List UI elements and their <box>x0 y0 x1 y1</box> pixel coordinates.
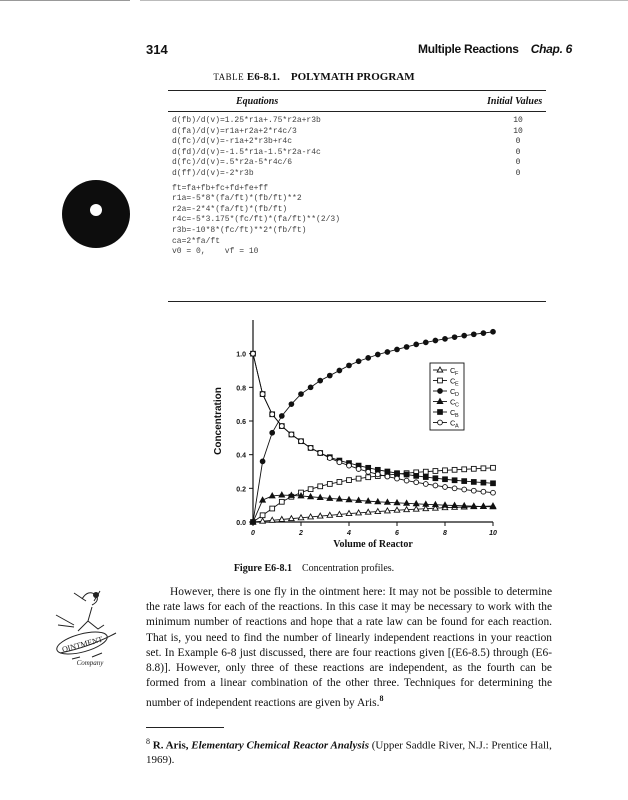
body-paragraph <box>146 585 552 711</box>
data-point-cd <box>481 331 486 336</box>
legend-marker <box>438 378 443 383</box>
data-point-cc <box>279 492 285 497</box>
equation-line: d(ff)/d(v)=-2*r3b <box>172 169 254 178</box>
table-number: E6-8.1. <box>246 71 280 83</box>
x-tick-label: 6 <box>395 530 399 537</box>
data-point-cd <box>347 363 352 368</box>
data-point-ce <box>327 482 332 487</box>
data-point-cb <box>443 477 448 482</box>
table-top-rule <box>168 90 546 91</box>
column-header-equations: Equations <box>236 96 279 107</box>
legend-label-subscript: C <box>455 402 459 409</box>
data-point-cd <box>308 385 313 390</box>
data-point-ca <box>491 490 496 495</box>
initial-value: 10 <box>513 116 523 125</box>
data-point-cb <box>491 481 496 486</box>
data-point-cb <box>404 472 409 477</box>
data-point-ca <box>395 476 400 481</box>
data-point-cd <box>404 345 409 350</box>
equation-line: ft=fa+fb+fc+fd+fe+ff <box>172 183 269 193</box>
data-point-ca <box>366 469 371 474</box>
x-tick-label: 10 <box>489 530 497 537</box>
data-point-cb <box>481 480 486 485</box>
body-paragraph-block <box>146 585 552 711</box>
footnote <box>146 735 552 768</box>
data-point-ca <box>385 474 390 479</box>
equation-line: d(fb)/d(v)=1.25*r1a+.75*r2a+r3b <box>172 116 321 125</box>
data-point-ce <box>260 513 265 518</box>
data-point-ca <box>471 488 476 493</box>
data-point-cd <box>385 350 390 355</box>
legend-label: C <box>450 376 456 386</box>
y-axis-label: Concentration <box>213 387 224 455</box>
footnote-reference: 8 <box>379 694 384 704</box>
y-tick-label: 0.8 <box>236 385 246 393</box>
data-point-cb <box>433 476 438 481</box>
initial-value: 10 <box>513 126 523 136</box>
data-point-ca <box>308 446 313 451</box>
legend-label-subscript: B <box>455 413 459 419</box>
legend-marker <box>438 389 443 394</box>
x-tick-label: 2 <box>299 530 303 537</box>
data-point-ce <box>347 478 352 483</box>
data-point-ca <box>337 460 342 465</box>
x-tick-label: 0 <box>251 530 255 537</box>
data-point-ca <box>404 478 409 483</box>
table-title-prefix: TABLE <box>213 72 245 82</box>
data-point-ca <box>375 472 380 477</box>
y-tick-label: 1.0 <box>236 351 246 359</box>
data-point-ce <box>443 468 448 473</box>
data-point-ca <box>299 439 304 444</box>
data-point-cd <box>270 430 275 435</box>
data-point-ca <box>270 412 275 417</box>
data-point-cd <box>423 340 428 345</box>
x-tick-label: 8 <box>443 530 447 537</box>
legend-marker <box>438 410 443 415</box>
data-point-ca <box>347 463 352 468</box>
data-point-ca <box>462 487 467 492</box>
data-point-cd <box>279 414 284 419</box>
figure-caption-text: Concentration profiles. <box>301 563 395 574</box>
data-point-ca <box>443 485 448 490</box>
table-header-rule <box>168 111 546 112</box>
x-axis-label: Volume of Reactor <box>333 539 413 550</box>
ointment-fly-icon <box>52 585 134 670</box>
data-point-ca <box>433 483 438 488</box>
data-point-ce <box>270 506 275 511</box>
data-point-cd <box>366 355 371 360</box>
legend-label: C <box>450 418 456 428</box>
equation-line: d(fc)/d(v)=.5*r2a-5*r4c/6 <box>172 158 293 168</box>
y-tick-label: 0.2 <box>236 486 246 494</box>
y-tick-label: 0.0 <box>236 520 246 527</box>
footnote-author: R. Aris, <box>152 739 189 752</box>
footnote-publisher: (Upper Saddle River, N.J.: Prentice Hall, 1969). <box>146 739 552 767</box>
figure-label: Figure E6-8.1 <box>233 563 292 574</box>
data-point-cd <box>327 373 332 378</box>
concentration-chart <box>195 315 525 555</box>
data-point-cb <box>385 469 390 474</box>
ointment-sublabel: Company <box>76 659 104 667</box>
equation-line: r4c=-5*3.175*(fc/ft)*(fa/ft)**(2/3) <box>172 215 341 225</box>
data-point-ce <box>366 475 371 480</box>
paragraph-text: However, there is one fly in the ointment here: It may not be possible to determine the rate laws for each of the reactions. In this case it may be necessary to work with the minimum number of reactions and hope that a rate law can be found for each reaction. That is, you need to find the number of linearly independent reactions in your reaction set. In Example 6-8 just discussed, there are four reactions given [(E6-8.5) through (E6-8.8)]. However, only three of these reactions are independent, as the fourth can be formed from a linear combination of the other three. Techniques for determining the number of independent reactions are given by Aris. <box>146 586 552 710</box>
footnote-rule <box>146 727 224 728</box>
data-point-cd <box>289 402 294 407</box>
y-tick-label: 0.4 <box>236 452 246 460</box>
data-point-ca <box>289 432 294 437</box>
data-point-ce <box>356 476 361 481</box>
chapter-label: Chap. 6 <box>530 42 573 56</box>
data-point-ca <box>251 351 256 356</box>
column-header-initial-values: Initial Values <box>487 96 543 107</box>
data-point-cb <box>395 471 400 476</box>
legend-label: C <box>450 387 456 396</box>
data-point-cb <box>423 475 428 480</box>
table-caption: POLYMATH PROGRAM <box>290 71 415 83</box>
data-point-cb <box>452 478 457 483</box>
data-point-ce <box>433 469 438 474</box>
footnote-number: 8 <box>146 737 150 746</box>
legend-label-subscript: A <box>455 423 459 430</box>
data-point-cd <box>443 336 448 341</box>
data-point-ca <box>318 451 323 456</box>
data-point-ca <box>423 482 428 487</box>
equation-line: ca=2*fa/ft <box>172 236 221 246</box>
section-title: Multiple Reactions <box>418 42 519 56</box>
data-point-cd <box>299 392 304 397</box>
data-point-cd <box>375 352 380 357</box>
y-tick-label: 0.6 <box>236 419 246 426</box>
data-point-cd <box>356 359 361 364</box>
data-point-ce <box>423 469 428 474</box>
data-point-cd <box>471 332 476 337</box>
equation-line: r3b=-10*8*(fc/ft)**2*(fb/ft) <box>172 226 307 235</box>
data-point-ca <box>414 480 419 485</box>
data-point-ca <box>279 424 284 429</box>
data-point-cb <box>414 473 419 478</box>
data-point-cb <box>462 479 467 484</box>
legend-label: C <box>450 366 456 375</box>
data-point-ce <box>462 467 467 472</box>
equation-line: r1a=-5*8*(fa/ft)*(fb/ft)**2 <box>172 194 302 204</box>
data-point-ce <box>318 484 323 489</box>
initial-value: 0 <box>515 137 521 147</box>
legend-label-subscript: F <box>455 371 459 377</box>
initial-value: 0 <box>515 158 521 168</box>
legend-label-subscript: E <box>455 381 459 388</box>
data-point-ca <box>260 392 265 397</box>
data-point-ca <box>481 489 486 494</box>
data-point-cd <box>433 338 438 343</box>
data-point-ce <box>452 467 457 472</box>
data-point-ce <box>308 487 313 492</box>
data-point-cd <box>337 368 342 373</box>
data-point-ce <box>279 499 284 504</box>
data-point-ca <box>356 467 361 472</box>
data-point-cd <box>318 378 323 383</box>
footnote-title: Elementary Chemical Reactor Analysis <box>191 739 369 752</box>
data-point-cd <box>260 459 265 464</box>
data-point-cd <box>462 333 467 338</box>
data-point-ca <box>452 486 457 491</box>
data-point-ce <box>471 466 476 471</box>
initial-value: 0 <box>515 169 521 178</box>
equation-line: d(fc)/d(v)=-r1a+2*r3b+r4c <box>172 137 293 147</box>
binder-hole-center <box>90 204 102 216</box>
initial-value: 0 <box>515 147 521 157</box>
x-tick-label: 4 <box>347 530 351 537</box>
ointment-label: OINTMENT <box>61 634 104 655</box>
legend-label-subscript: D <box>455 392 459 398</box>
data-point-cb <box>375 467 380 472</box>
data-point-cd <box>414 342 419 347</box>
data-point-ce <box>481 466 486 471</box>
table-title <box>0 71 628 83</box>
equation-line: d(fa)/d(v)=r1a+r2a+2*r4c/3 <box>172 126 297 136</box>
data-point-cd <box>491 329 496 334</box>
data-point-cd <box>452 335 457 340</box>
data-point-cd <box>395 347 400 352</box>
data-point-cb <box>471 480 476 485</box>
data-point-ca <box>327 456 332 461</box>
page-number: 314 <box>146 42 168 57</box>
figure-caption <box>0 563 628 574</box>
legend-label: C <box>450 397 456 407</box>
table-bottom-rule <box>168 301 546 302</box>
running-header <box>418 42 572 56</box>
legend-marker <box>438 420 443 425</box>
data-point-ce <box>337 480 342 485</box>
equation-line: r2a=-2*4*(fa/ft)*(fb/ft) <box>172 204 288 214</box>
legend-label: C <box>450 408 456 417</box>
equation-line: d(fd)/d(v)=-1.5*r1a-1.5*r2a-r4c <box>172 147 321 157</box>
data-point-ce <box>491 465 496 470</box>
equation-line: v0 = 0, vf = 10 <box>172 247 259 257</box>
